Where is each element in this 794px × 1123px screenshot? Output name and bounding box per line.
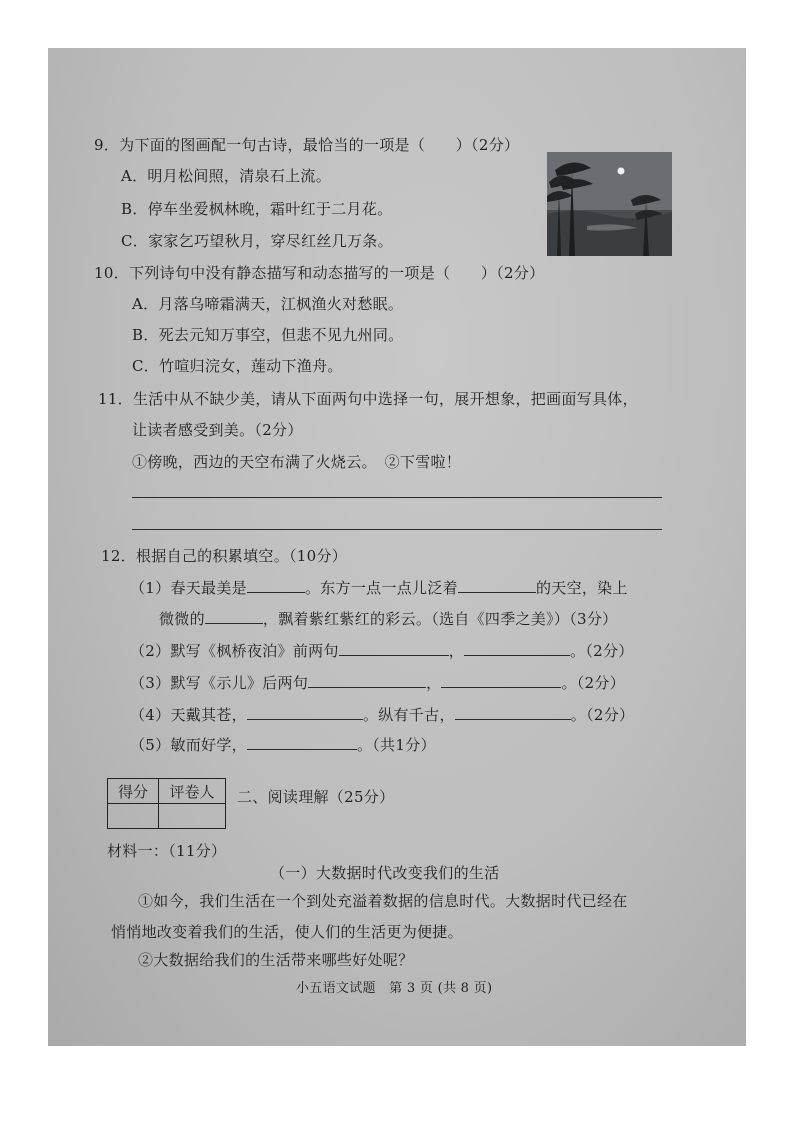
section-2-heading: 二、阅读理解（25分） — [237, 788, 395, 806]
q11-line2: 让读者感受到美。（2分） — [132, 421, 303, 439]
q12-3-text-c: 。（2分） — [561, 674, 626, 692]
paragraph-1-line1: ①如今，我们生活在一个到处充溢着数据的信息时代。大数据时代已经在 — [138, 892, 628, 910]
material-one-label: 材料一：（11分） — [107, 842, 227, 860]
q12-item-5 — [130, 735, 436, 755]
q12-4-blank-2[interactable] — [455, 705, 571, 720]
q12-2-comma: ， — [448, 642, 465, 660]
q12-4-text-b: 。纵有千古， — [362, 706, 455, 724]
q12-4-text-c: 。（2分） — [570, 706, 635, 724]
q12-2-blank-1[interactable] — [339, 641, 449, 656]
q10-option-b: B．死去元知万事空，但悲不见九州同。 — [132, 326, 404, 344]
score-table — [107, 778, 226, 829]
q12-3-blank-2[interactable] — [441, 673, 561, 688]
q12-1-blank-3[interactable] — [205, 609, 263, 624]
q12-1-text-e: ，飘着紫红紫红的彩云。（选自《四季之美》）（3分） — [262, 610, 618, 628]
q9-option-a: A．明月松间照，清泉石上流。 — [121, 167, 332, 185]
passage-title: （一）大数据时代改变我们的生活 — [270, 864, 500, 882]
paragraph-1-line2: 悄悄地改变着我们的生活，使人们的生活更为便捷。 — [111, 923, 463, 941]
q11-answer-line-2[interactable] — [132, 529, 662, 530]
q11-choices: ①傍晚，西边的天空布满了火烧云。 ②下雪啦！ — [132, 453, 462, 471]
q12-item-1-line1 — [130, 578, 628, 598]
q10-stem: 10．下列诗句中没有静态描写和动态描写的一项是（ ）（2分） — [94, 264, 545, 282]
q12-2-blank-2[interactable] — [464, 641, 570, 656]
q12-5-blank-1[interactable] — [247, 735, 357, 750]
q12-item-4 — [130, 705, 634, 725]
q12-4-text-a: （4）天戴其苍， — [130, 706, 247, 724]
q11-answer-line-1[interactable] — [132, 497, 662, 498]
q12-2-text-c: 。（2分） — [570, 642, 634, 660]
q12-1-text-c: 的天空，染上 — [535, 579, 628, 597]
q12-2-text-a: （2）默写《枫桥夜泊》前两句 — [130, 642, 339, 660]
q12-1-text-a: （1）春天最美是 — [130, 579, 247, 597]
q12-1-text-b: 。东方一点一点儿泛着 — [304, 579, 458, 597]
q12-5-text-b: 。（共1分） — [356, 736, 436, 754]
q11-line1: 11．生活中从不缺少美，请从下面两句中选择一句，展开想象，把画面写具体， — [98, 390, 638, 408]
q9-option-b: B．停车坐爱枫林晚，霜叶红于二月花。 — [121, 200, 393, 218]
q9-option-c: C．家家乞巧望秋月，穿尽红丝几万条。 — [121, 232, 393, 250]
grader-cell[interactable] — [159, 804, 226, 829]
q12-1-blank-2[interactable] — [458, 578, 536, 593]
grader-header: 评卷人 — [159, 779, 226, 804]
q12-5-text-a: （5）敏而好学， — [130, 736, 247, 754]
q12-4-blank-1[interactable] — [247, 705, 363, 720]
q12-stem: 12．根据自己的积累填空。（10分） — [101, 547, 348, 565]
score-header: 得分 — [108, 779, 159, 804]
q10-option-a: A．月落乌啼霜满天，江枫渔火对愁眠。 — [132, 295, 404, 313]
q12-3-blank-1[interactable] — [308, 673, 426, 688]
q12-item-3 — [130, 673, 625, 693]
moonlit-pine-picture — [547, 152, 672, 256]
landscape-illustration — [547, 152, 672, 256]
q12-item-1-line2 — [159, 609, 617, 629]
score-cell[interactable] — [108, 804, 159, 829]
q12-3-comma: ， — [426, 674, 442, 692]
q12-item-2 — [130, 641, 634, 661]
q12-1-text-d: 微微的 — [159, 610, 205, 628]
q12-1-blank-1[interactable] — [247, 578, 305, 593]
q9-stem: 9．为下面的图画配一句古诗，最恰当的一项是（ ）（2分） — [94, 136, 520, 154]
q10-option-c: C．竹喧归浣女，莲动下渔舟。 — [132, 357, 343, 375]
q12-3-text-a: （3）默写《示儿》后两句 — [130, 674, 309, 692]
page-footer: 小五语文试题 第 3 页 (共 8 页) — [296, 981, 493, 996]
paragraph-2: ②大数据给我们的生活带来哪些好处呢？ — [138, 951, 414, 969]
